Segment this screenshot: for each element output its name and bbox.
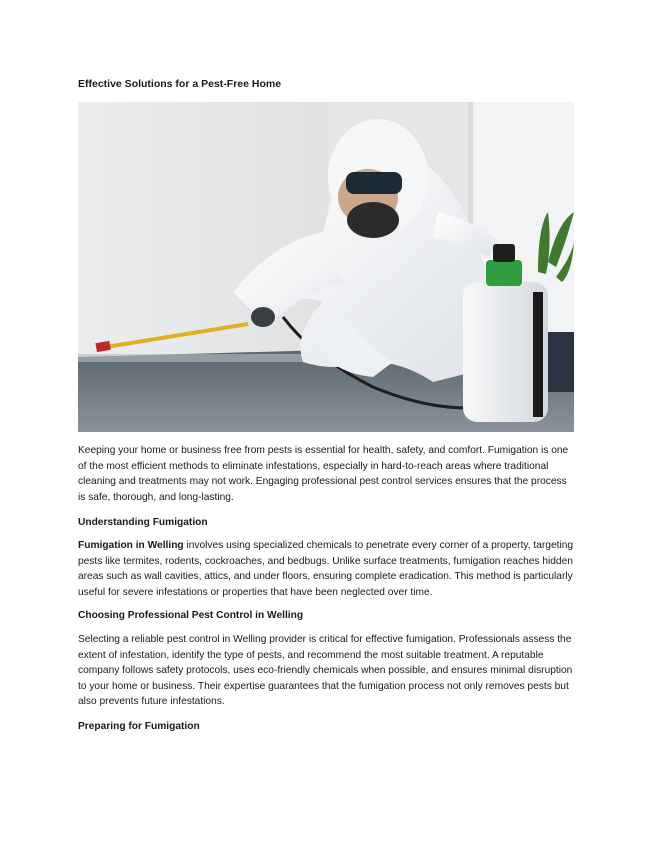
- fumigation-paragraph: [78, 538, 576, 600]
- section-heading-understanding: Understanding Fumigation: [78, 517, 208, 528]
- pest-control-paragraph: Selecting a reliable pest control in Welling provider is critical for effective fumigation. Professionals assess the extent of infestation, identify the type of pests, and recommend the most suitable treatment. A reputable company follows safety protocols, uses eco-friendly chemicals when possible, and ensures minimal disruption to your home or business. Their expertise guarantees that the fumigation process not only removes pests but also prevents future infestations.: [78, 634, 573, 708]
- pest-control-photo: [78, 102, 574, 432]
- intro-paragraph: Keeping your home or business free from pests is essential for health, safety, and comfort. Fumigation is one of the most efficient methods to eliminate infestations, especially in hard-to-reach areas where traditional cleaning and treatments may not work. Engaging professional pest control services ensures that the process is safe, thorough, and long-lasting.: [78, 445, 569, 503]
- fumigation-lead-text: Fumigation in Welling: [78, 540, 184, 551]
- document-title: Effective Solutions for a Pest-Free Home: [78, 78, 282, 90]
- technician-spraying-illustration: [78, 102, 574, 432]
- fumigation-body-text: involves using specialized chemicals to penetrate every corner of a property, targeting pests like termites, rodents, cockroaches, and bedbugs. Unlike surface treatments, fumigation reaches hidden areas such as wall cavities, attics, and under floors, ensuring complete eradication. This method is particularly useful for severe infestations or properties that have been neglected over time.: [78, 540, 574, 598]
- section-heading-choosing: Choosing Professional Pest Control in Welling: [78, 610, 304, 621]
- section-heading-preparing: Preparing for Fumigation: [78, 721, 200, 732]
